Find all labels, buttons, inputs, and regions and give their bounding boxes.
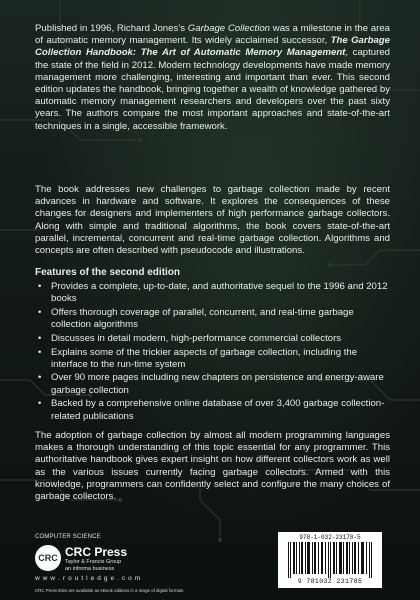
bullet: • [38, 346, 42, 358]
bullet: • [38, 372, 42, 384]
ebook-note: CRC Press titles are available as eBook editions in a range of digital formats [35, 588, 184, 593]
feature-item: • Provides a complete, up-to-date, and authoritative sequel to the 1996 and 2012 books [38, 281, 388, 305]
adoption-paragraph: The adoption of garbage collection by almost all modern programming languages makes a thorough understanding of this topic essential for any programmer. This authoritative handbook gives expert insight on how different collectors work as well as the various issues currently facing garbage collectors. Armed with this knowledge, programmers can confidently select and configure the many choices of garbage collectors. [35, 430, 390, 503]
feature-item: • Offers thorough coverage of parallel, concurrent, and real-time garbage collection algorithms [38, 306, 354, 331]
feature-item: • Explains some of the trickier aspects of garbage collection, including the interface to the run-time system [38, 346, 358, 370]
publisher-logo [35, 545, 145, 585]
handbook-title: The Garbage Collection Handbook: The Art of Automatic Memory Management [35, 35, 390, 59]
subject-category: COMPUTER SCIENCE [35, 534, 101, 540]
features-heading: Features of the second edition [35, 267, 181, 278]
challenges-paragraph: The book addresses new challenges to garbage collection made by recent advances in hardware and software. It explores the consequences of these changes for designers and implementers of high performance garbage collectors. Along with simple and traditional algorithms, the book covers state-of-the-art parallel, incremental, concurrent and real-time garbage collection. Algorithms and concepts are often described with pseudocode and illustrations. [35, 184, 390, 257]
bullet: • [38, 398, 42, 410]
isbn-barcode [278, 532, 382, 588]
isbn-digits: 9 781032 231785 [297, 578, 363, 585]
barcode-icon [286, 542, 376, 578]
intro-text-3: , captured the state of the field in 2012. Modern technology developments have made memory management more challenging, interesting and important than ever. This second edition updates the handbook, bringing together a wealth of knowledge gathered by automatic memory management researchers and developers over the past sixty years. The authors compare the most important approaches and state-of-the-art techniques in a single, accessible framework. [35, 47, 390, 132]
intro-paragraph [35, 23, 390, 133]
feature-item: • Backed by a comprehensive online database of over 3,400 garbage collection-related publications [38, 398, 385, 422]
intro-text-2: was a milestone in the area of automatic memory management. Its widely acclaimed successor, [35, 23, 390, 47]
feature-item: • Over 90 more pages including new chapters on persistence and energy-aware garbage collection [38, 372, 384, 396]
features-list [35, 281, 390, 424]
publisher-group: Taylor & Francis Group [65, 559, 122, 565]
publisher-tagline: an informa business [65, 566, 115, 572]
bullet: • [38, 281, 42, 292]
bullet: • [38, 332, 42, 344]
publisher-name: CRC Press [65, 545, 128, 559]
first-edition-title: Garbage Collection [187, 23, 271, 34]
bullet: • [38, 306, 42, 318]
isbn-text: 978-1-032-23178-5 [299, 534, 361, 541]
feature-item: • Discusses in detail modern, high-performance commercial collectors [38, 332, 342, 344]
intro-text-1: Published in 1996, Richard Jones’s [35, 23, 188, 34]
crc-logo-icon: CRC [35, 545, 61, 571]
publisher-website[interactable]: w w w . r o u t l e d g e . c o m [35, 575, 141, 582]
